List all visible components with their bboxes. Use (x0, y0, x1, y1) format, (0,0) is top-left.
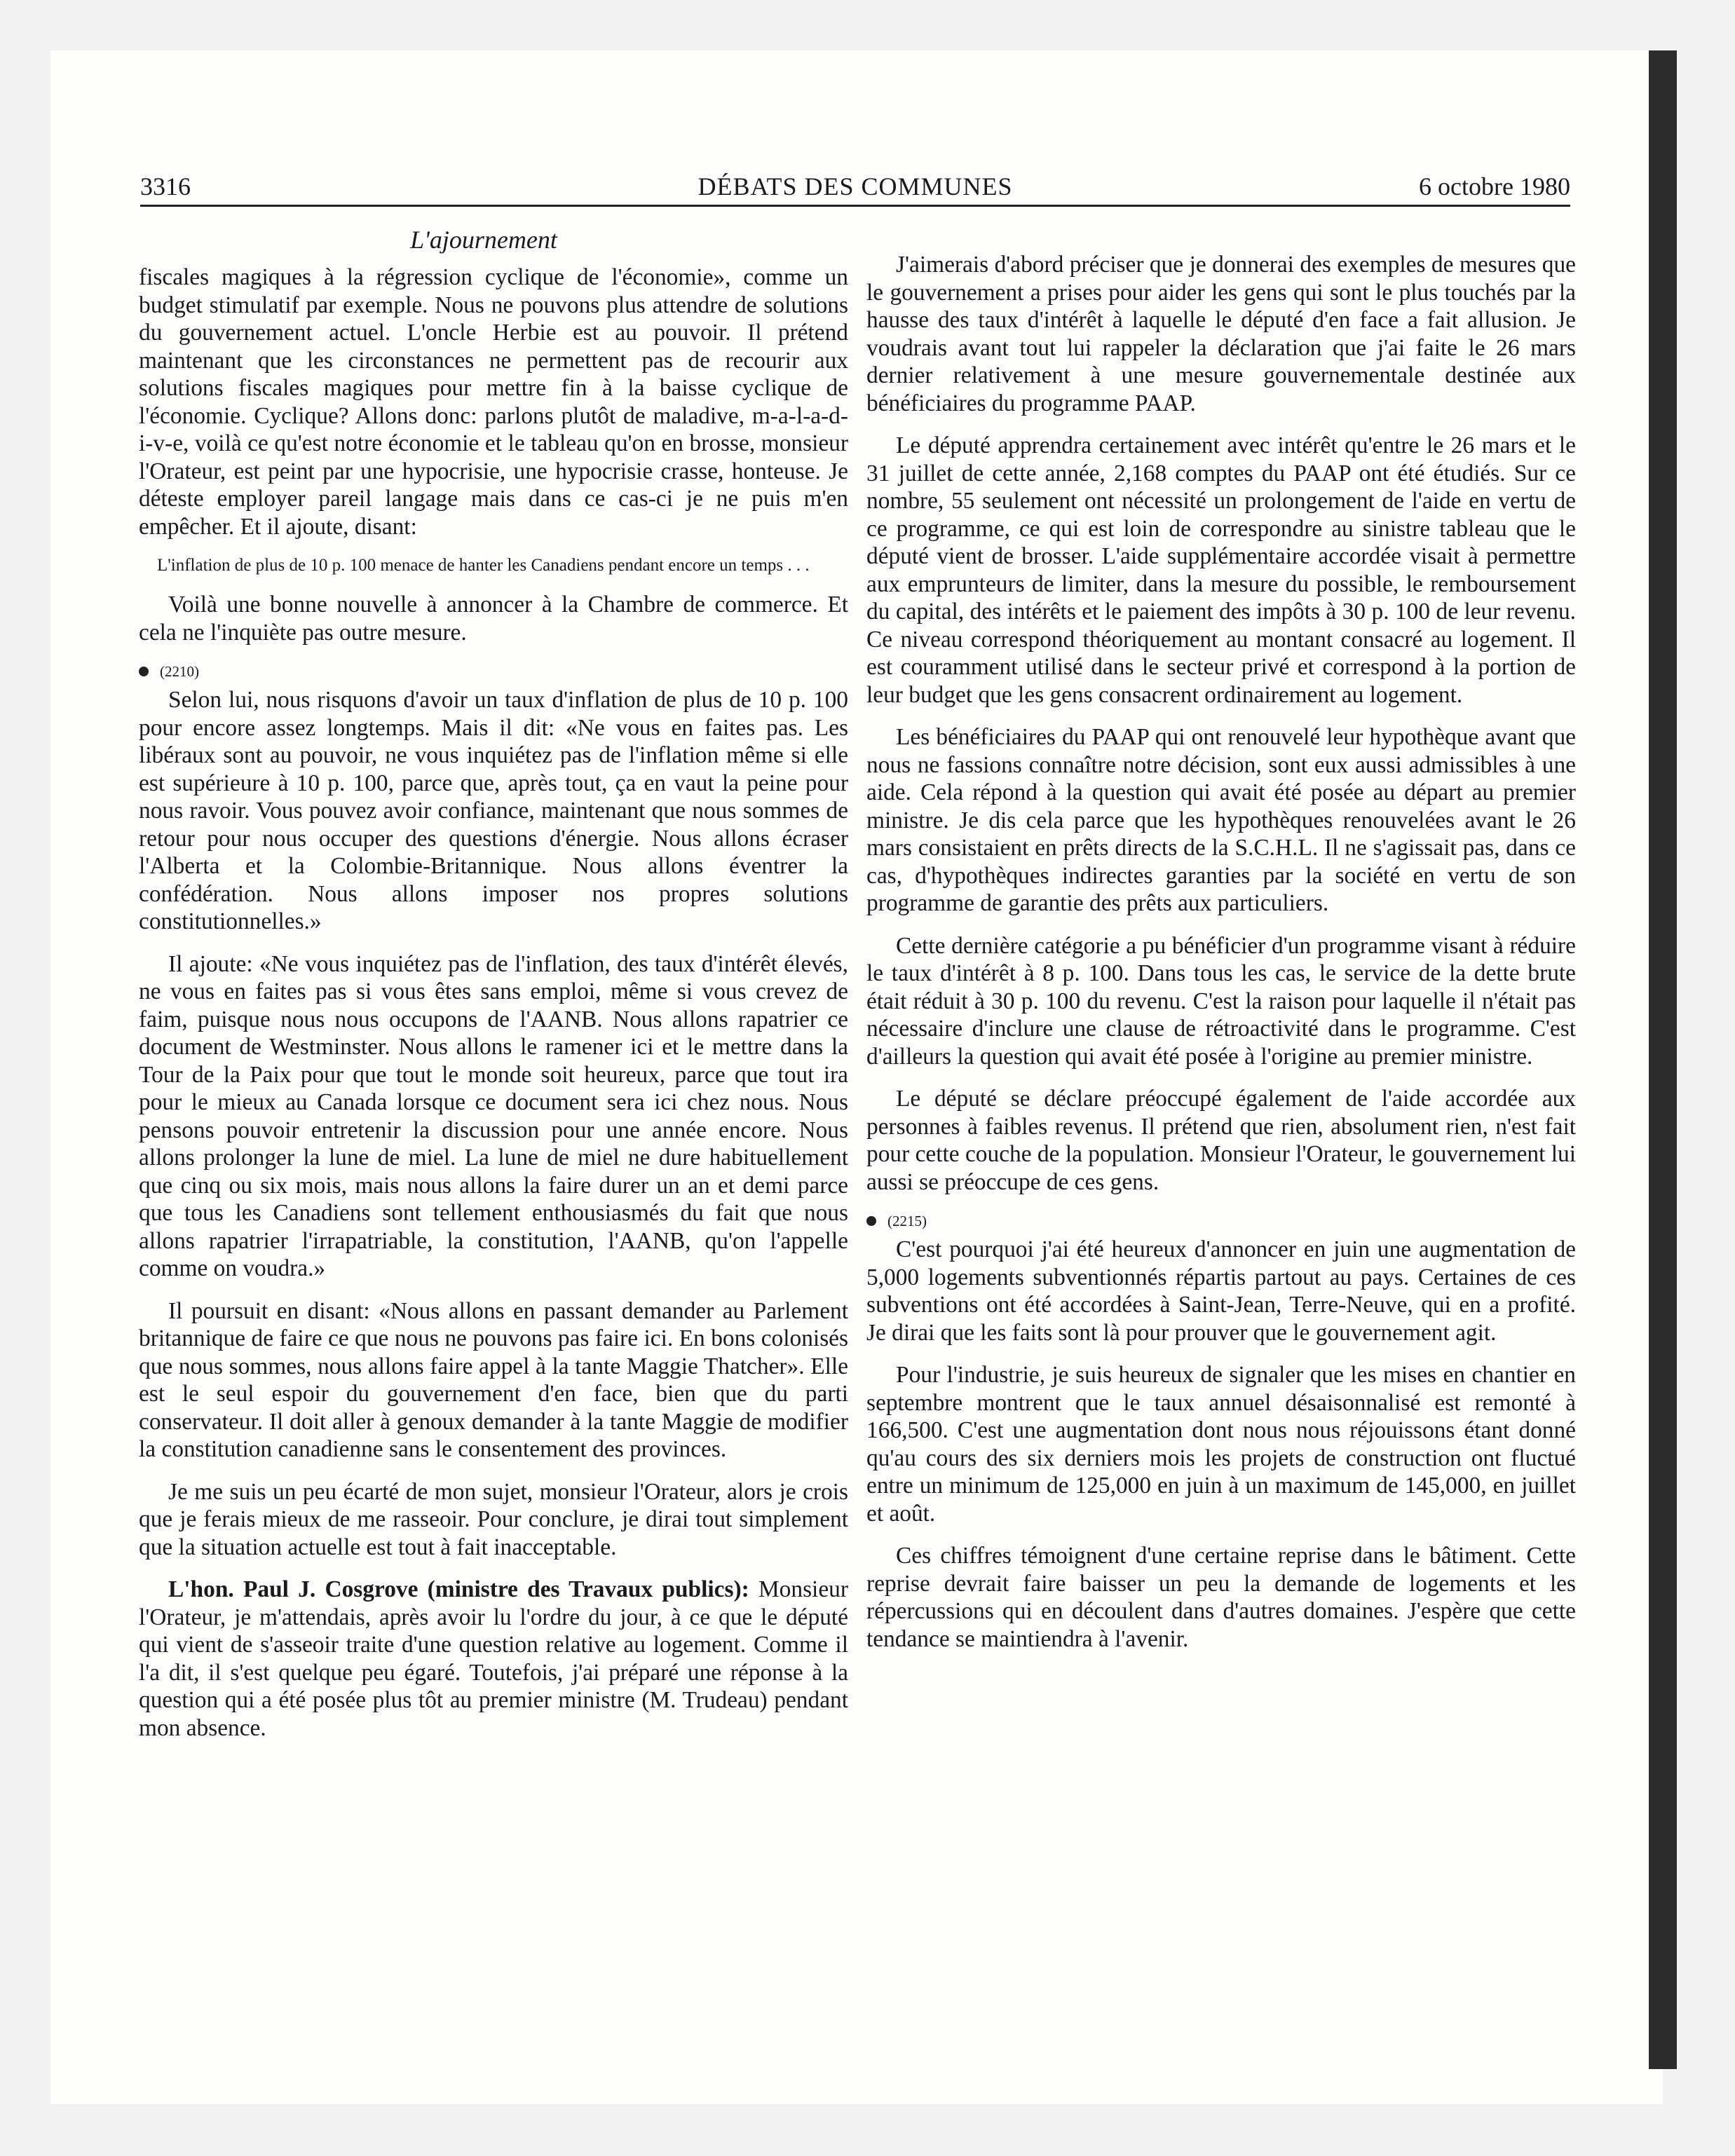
section-heading: L'ajournement (410, 226, 557, 254)
paragraph: Le député se déclare préoccupé également de l'aide accordée aux personnes à faibles revenus. Il prétend que rien, absolument rien, n'est fait pour cette couche de la population. Monsieur l'Orateur, le gouvernement lui aussi se préoccupe de ces gens. (866, 1086, 1576, 1195)
time-marker-label: (2210) (160, 663, 199, 680)
page-number: 3316 (140, 172, 191, 200)
speaker-name: L'hon. Paul J. Cosgrove (ministre des Travaux publics): (168, 1576, 749, 1602)
paragraph: Cette dernière catégorie a pu bénéficier d'un programme visant à réduire le taux d'intérêt à 8 p. 100. Dans tous les cas, le service de la dette brute était réduit à 30 p. 100 du revenu. C'est la raison pour laquelle il n'était pas nécessaire d'inclure une clause de rétroactivité dans le programme. C'est d'ailleurs la question qui avait été posée à l'origine au premier ministre. (866, 932, 1576, 1070)
paragraph: Selon lui, nous risquons d'avoir un taux d'inflation de plus de 10 p. 100 pour encore assez longtemps. Mais il dit: «Ne vous en faites pas. Les libéraux sont au pouvoir, ne vous inquiétez pas de l'inflation même si elle est supérieure à 10 p. 100, parce que, après tout, ça en vaut la peine pour nous ravoir. Vous pouvez avoir confiance, maintenant que nous sommes de retour pour nous occuper des questions d'énergie. Nous allons écraser l'Alberta et la Colombie-Britannique. Nous allons éventrer la confédération. Nous allons imposer nos propres solutions constitutionnelles.» (139, 687, 848, 934)
left-column (139, 264, 848, 1756)
time-marker-label: (2215) (887, 1213, 927, 1229)
page-date: 6 octobre 1980 (1419, 172, 1570, 200)
paragraph: Il ajoute: «Ne vous inquiétez pas de l'inflation, des taux d'intérêt élevés, ne vous en faites pas si vous êtes sans emploi, même si vous crevez de faim, puisque nous nous occupons de l'AANB. Nous allons rapatrier ce document de Westminster. Nous allons le ramener ici et le mettre dans la Tour de la Paix pour que tout le monde soit heureux, parce que tout ira pour le mieux au Canada lorsque ce document sera ici chez nous. Nous pensons pouvoir entretenir la discussion pour une année encore. Nous allons prolonger la lune de miel. La lune de miel ne dure habituellement que cinq ou six mois, mais nous allons la faire durer un an et demi parce que tous les Canadiens sont tellement enthousiasmés du fait que nous allons rapatrier l'irrapatriable, la constitution, l'AANB, qu'on l'appelle comme on voudra.» (139, 950, 848, 1281)
paragraph: Les bénéficiaires du PAAP qui ont renouvelé leur hypothèque avant que nous ne fassions connaître notre décision, sont eux aussi admissibles à une aide. Cela répond à la question qui avait été posée au départ au premier ministre. Je dis cela parce que les hypothèques renouvelées avant le 26 mars consistaient en prêts directs de la S.C.H.L. Il ne s'agissait pas, dans ce cas, d'hypothèques indirectes garanties par la société en vertu de son programme de garantie des prêts aux particuliers. (866, 724, 1576, 916)
paragraph: Je me suis un peu écarté de mon sujet, monsieur l'Orateur, alors je crois que je ferais mieux de me rasseoir. Pour conclure, je dirai tout simplement que la situation actuelle est tout à fait inacceptable. (139, 1478, 848, 1560)
page-header (140, 171, 1570, 207)
publication-title: DÉBATS DES COMMUNES (698, 172, 1013, 200)
paragraph: Pour l'industrie, je suis heureux de signaler que les mises en chantier en septembre montrent que le taux annuel désaisonnalisé est remonté à 166,500. C'est une augmentation dont nous nous réjouissons étant donné qu'au cours des six derniers mois les projets de construction ont fluctué entre un minimum de 125,000 en juin à un maximum de 145,000, en juillet et août. (866, 1362, 1576, 1527)
bullet-icon (139, 667, 149, 676)
block-quote: L'inflation de plus de 10 p. 100 menace de hanter les Canadiens pendant encore un temps . . . (157, 556, 810, 575)
paragraph: fiscales magiques à la régression cyclique de l'économie», comme un budget stimulatif par exemple. Nous ne pouvons plus attendre de solutions du gouvernement actuel. L'oncle Herbie est au pouvoir. Il prétend maintenant que les circonstances ne permettent pas de recourir aux solutions fiscales magiques pour mettre fin à la baisse cyclique de l'économie. Cyclique? Allons donc: parlons plutôt de maladive, m-a-l-a-d-i-v-e, voilà ce qu'est notre économie et le tableau qu'on en brosse, monsieur l'Orateur, est peint par une hypocrisie, une hypocrisie crasse, honteuse. Je déteste employer pareil langage mais dans ce cas-ci je ne puis m'en empêcher. Et il ajoute, disant: (139, 264, 848, 540)
scan-edge-bar (1649, 50, 1677, 2069)
time-marker (866, 1210, 1576, 1231)
speech-text: Monsieur l'Orateur, je m'attendais, après avoir lu l'ordre du jour, à ce que le député qui vient de s'asseoir traite d'une question relative au logement. Comme il l'a dit, il s'est quelque peu égaré. Toutefois, j'ai préparé une réponse à la question qui a été posée plus tôt au premier ministre (M. Trudeau) pendant mon absence. (139, 1576, 848, 1741)
paragraph: Voilà une bonne nouvelle à annoncer à la Chambre de commerce. Et cela ne l'inquiète pas outre mesure. (139, 592, 848, 646)
paragraph: J'aimerais d'abord préciser que je donnerai des exemples de mesures que le gouvernement a prises pour aider les gens qui sont le plus touchés par la hausse des taux d'intérêt à laquelle le député d'en face a fait allusion. Je voudrais avant tout lui rappeler la déclaration que j'ai faite le 26 mars dernier relativement à une mesure gouvernementale destinée aux bénéficiaires du programme PAAP. (866, 252, 1576, 416)
right-column (866, 251, 1576, 1667)
paragraph: Le député apprendra certainement avec intérêt qu'entre le 26 mars et le 31 juillet de cette année, 2,168 comptes du PAAP ont été étudiés. Sur ce nombre, 55 seulement ont nécessité un prolongement de l'aide en vertu de ce programme, ce qui est loin de correspondre au sinistre tableau que le député vient de brosser. L'aide supplémentaire accordée visait à permettre aux emprunteurs de limiter, dans la mesure du possible, le remboursement du capital, des intérêts et le paiement des impôts à 30 p. 100 de leur revenu. Ce niveau correspond théoriquement au montant consacré au logement. Il est couramment utilisé dans le secteur privé et correspond à la portion de leur budget que les gens consacrent ordinairement au logement. (866, 432, 1576, 708)
speaker-paragraph (139, 1576, 848, 1742)
paragraph: Ces chiffres témoignent d'une certaine reprise dans le bâtiment. Cette reprise devrait faire baisser un peu la demande de logements et les répercussions qui en découlent dans d'autres domaines. J'espère que cette tendance se maintiendra à l'avenir. (866, 1543, 1576, 1652)
bullet-icon (866, 1216, 876, 1226)
paragraph: Il poursuit en disant: «Nous allons en passant demander au Parlement britannique de faire ce que nous ne pouvons pas faire ici. En bons colonisés que nous sommes, nous allons faire appel à la tante Maggie Thatcher». Elle est le seul espoir du gouvernement d'en face, bien que du parti conservateur. Il doit aller à genoux demander à la tante Maggie de modifier la constitution canadienne sans le consentement des provinces. (139, 1297, 848, 1462)
time-marker (139, 661, 848, 682)
paragraph: C'est pourquoi j'ai été heureux d'annoncer en juin une augmentation de 5,000 logements subventionnés répartis partout au pays. Certaines de ces subventions ont été accordées à Saint-Jean, Terre-Neuve, qui en a profité. Je dirai que les faits sont là pour prouver que le gouvernement agit. (866, 1236, 1576, 1346)
